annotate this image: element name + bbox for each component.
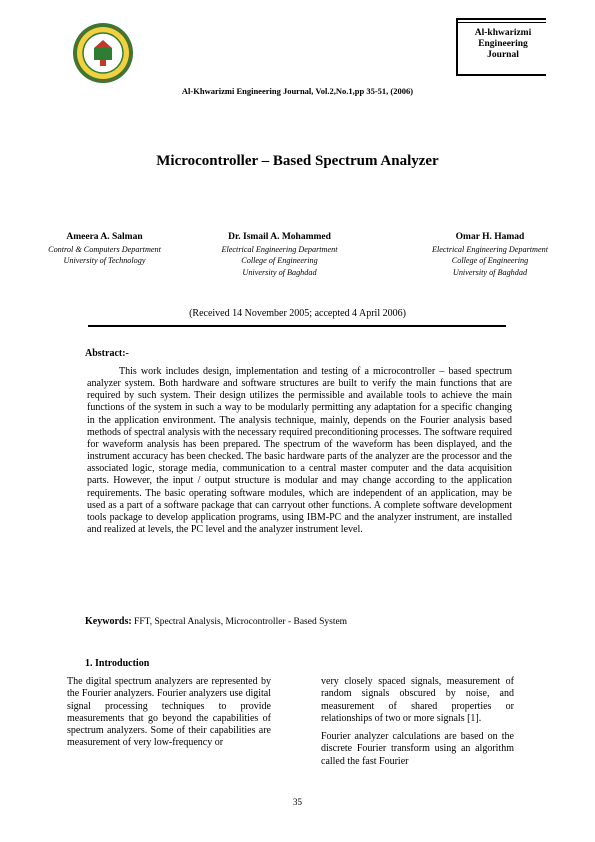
section-heading: 1. Introduction — [85, 658, 150, 669]
author-affiliation: Electrical Engineering Department — [221, 245, 338, 255]
page-number: 35 — [293, 797, 302, 807]
journal-seal-icon — [72, 22, 134, 84]
author-affiliation: College of Engineering — [241, 256, 318, 266]
paper-title: Microcontroller – Based Spectrum Analyzer — [156, 153, 439, 169]
author-block — [22, 232, 187, 267]
abstract-heading: Abstract:- — [85, 348, 129, 359]
journal-citation: Al-Khwarizmi Engineering Journal, Vol.2,No.1,pp 35-51, (2006) — [181, 86, 414, 96]
paragraph: The digital spectrum analyzers are represented by the Fourier analyzers. Fourier analyzers use digital signal processing techniques to provide measurements that go beyond the capabilities of spectrum analyzers. Some of their capabilities are measurement of very low-frequency or — [67, 676, 271, 749]
author-affiliation: University of Baghdad — [242, 267, 317, 277]
received-dates: (Received 14 November 2005; accepted 4 April 2006) — [189, 308, 406, 319]
journal-box-line: Journal — [487, 50, 519, 60]
paragraph: Fourier analyzer calculations are based on the discrete Fourier transform using an algorithm called the fast Fourier — [321, 731, 514, 767]
author-name: Omar H. Hamad — [455, 232, 525, 242]
author-block — [197, 232, 362, 278]
author-block — [410, 232, 570, 278]
abstract-text: This work includes design, implementation and testing of a microcontroller – based spectrum analyzer system. Both hardware and software structures are built to verify the main functions that are required by such system. Their design utilizes the permissible and available tools to achieve the main functions of the system in such a way to be modularly permitting any adaptation for a specific changing in the application environment. The analysis technique, mainly, depends on the Fourier analysis based methods of spectral analysis with the necessary required preconditioning processes. The software required for waveform analysis has been prepared. The spectrum of the waveform has been displayed, and the instrument accuracy has been checked. The basic hardware parts of the analyzer are the processor and the associated logic, storage media, communication to a central master computer and the data acquisition parts. However, the input / output structure is modular and may change according to the application requirements. The basic operating software modules, which are independent of an application, may be used as a part of a software package that can carryout other functions. A complete software development tools package to develop application programs, using IBM-PC and the analyzer instrument, are installed and realized at levels, the PC level and the analyzer instrument level. — [87, 366, 512, 536]
horizontal-rule — [88, 325, 506, 327]
author-affiliation: University of Technology — [63, 256, 146, 266]
keywords-line — [85, 616, 525, 627]
journal-box-line: Al-khwarizmi — [474, 28, 532, 38]
author-affiliation: Electrical Engineering Department — [432, 245, 548, 255]
author-affiliation: College of Engineering — [451, 256, 529, 266]
body-column-right — [321, 676, 514, 768]
author-affiliation: University of Baghdad — [452, 267, 528, 277]
keywords-label: Keywords: — [85, 616, 132, 627]
author-name: Dr. Ismail A. Mohammed — [228, 232, 331, 242]
journal-name-box — [456, 18, 546, 76]
paragraph: very closely spaced signals, measurement of random signals obscured by noise, and measurement of shared properties or relationships of two or more signals [1]. — [321, 676, 514, 724]
body-column-left — [67, 676, 271, 750]
author-name: Ameera A. Salman — [66, 232, 143, 242]
journal-box-line: Engineering — [478, 39, 528, 49]
keywords-text: FFT, Spectral Analysis, Microcontroller - Based System — [134, 617, 348, 627]
author-affiliation: Control & Computers Department — [48, 245, 161, 255]
